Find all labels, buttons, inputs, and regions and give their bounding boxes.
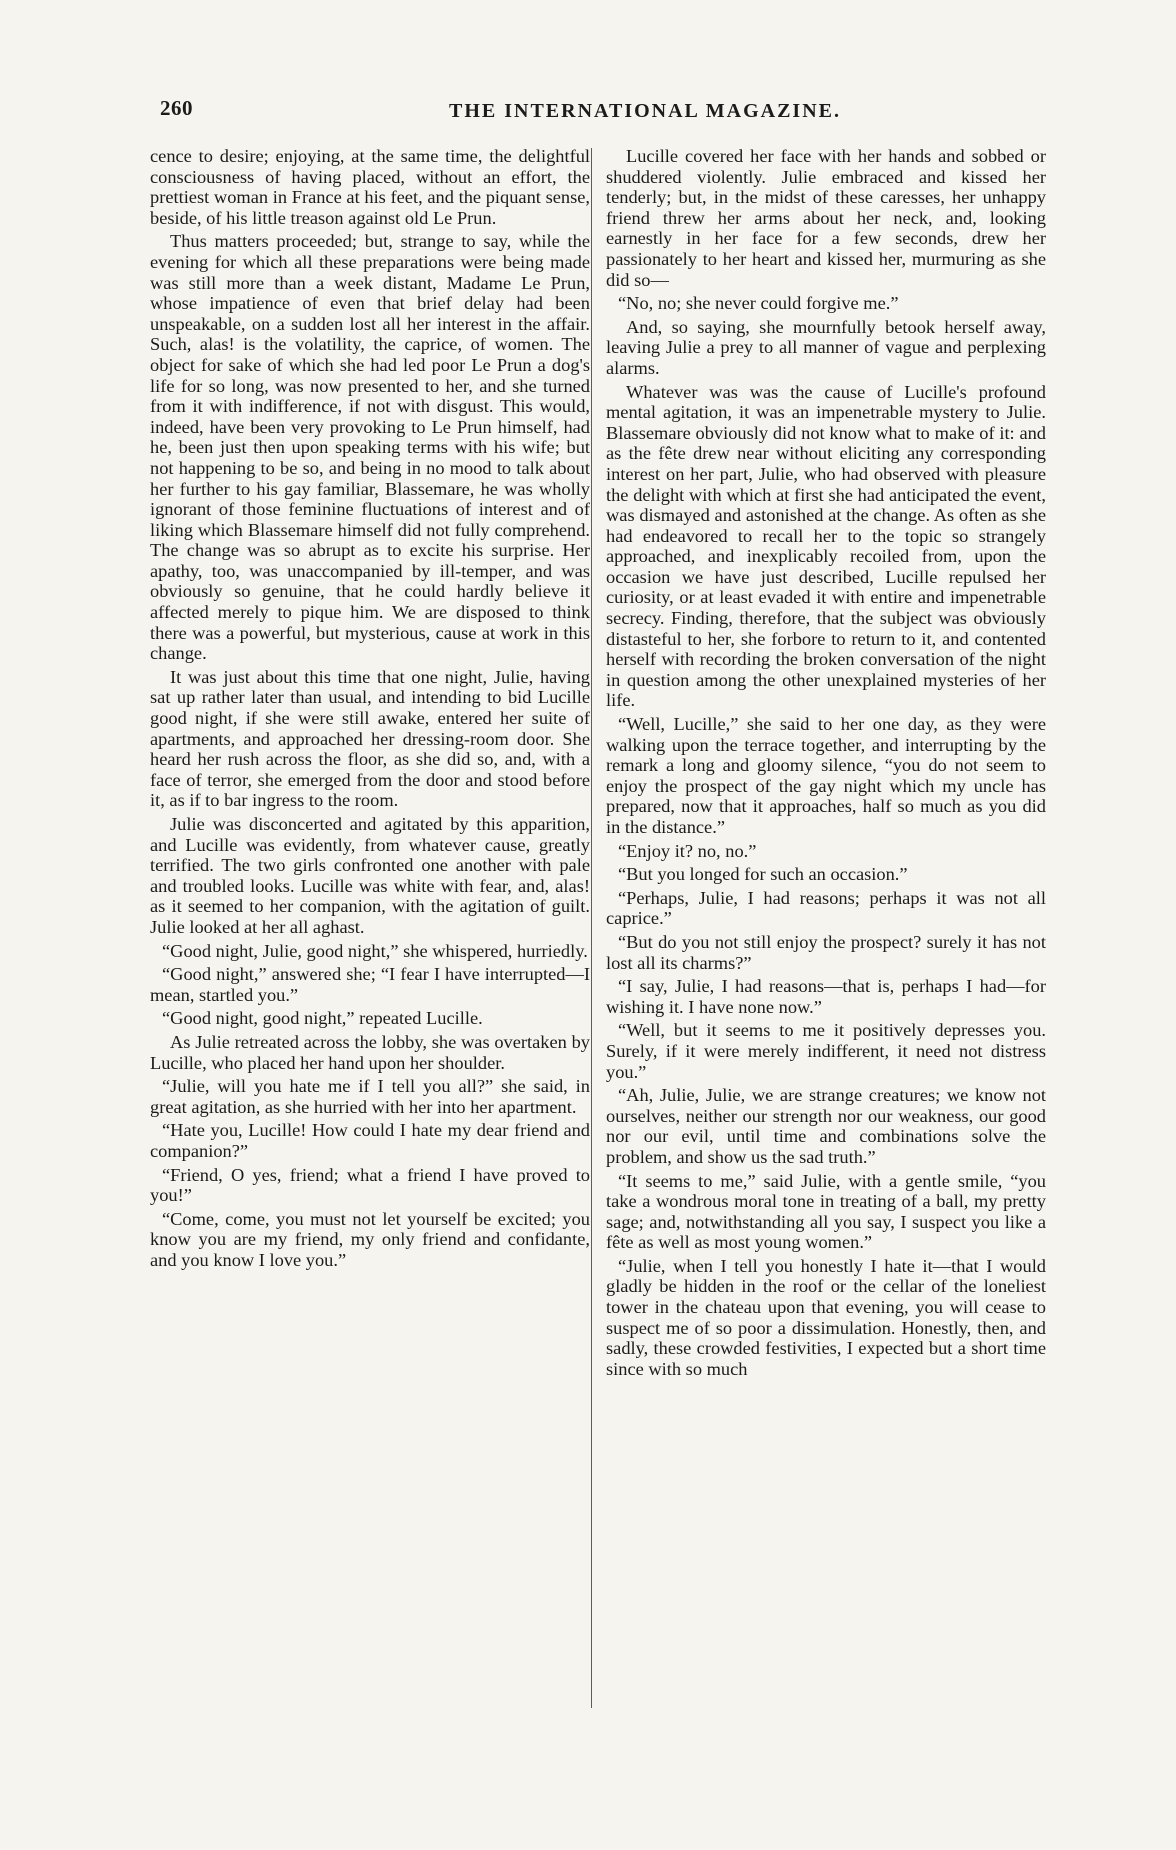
paragraph: “But you longed for such an occasion.” xyxy=(618,864,908,885)
page-header xyxy=(160,96,1040,136)
paragraph: It was just about this time that one night, Julie, having sat up rather later than usual, and intending to bid Lucille good night, if she were still awake, entered her suite of apartments, and approached her dressing-room door. She heard her rush across the floor, as she did so, and, with a face of terror, she emerged from the door and stood before it, as if to bar ingress to the room. xyxy=(150,666,590,811)
paragraph: Whatever was was the cause of Lucille's profound mental agitation, it was an impenetrable mystery to Julie. Blassemare obviously did not know what to make of it: and as the fête drew near without eliciting any corresponding interest on her part, Julie, who had observed with pleasure the delight with which at first she had anticipated the event, was dismayed and astonished at the change. As often as she had endeavored to recall her to the topic so strangely approached, and inexplicably recoiled from, upon the occasion we have just described, Lucille repulsed her curiosity, or at least evaded it with entire and impenetrable secrecy. Finding, therefore, that the subject was obviously distasteful to her, she forbore to return to it, and contented herself with recording the broken conversation of the night in question among the other unexplained mysteries of her life. xyxy=(606,381,1046,711)
paragraph: “Good night, good night,” repeated Lucille. xyxy=(162,1008,483,1029)
paragraph: cence to desire; enjoying, at the same time, the delightful consciousness of having placed, without an effort, the prettiest woman in France at his feet, and the piquant sense, beside, of his little treason against old Le Prun. xyxy=(150,146,590,228)
column-divider xyxy=(591,148,592,1708)
running-title: THE INTERNATIONAL MAGAZINE. xyxy=(448,100,842,122)
paragraph: “Perhaps, Julie, I had reasons; perhaps it was not all caprice.” xyxy=(606,887,1046,929)
paragraph: “Good night, Julie, good night,” she whispered, hurriedly. xyxy=(162,940,588,961)
paragraph: “I say, Julie, I had reasons—that is, perhaps I had—for wishing it. I have none now.” xyxy=(606,976,1046,1017)
paragraph: “Julie, when I tell you honestly I hate it—that I would gladly be hidden in the roof or the cellar of the loneliest tower in the chateau upon that evening, you will cease to suspect me of so poor a dissimulation. Honestly, then, and sadly, these crowded festivities, I expected but a short time since with so much xyxy=(606,1255,1046,1379)
paragraph: As Julie retreated across the lobby, she was overtaken by Lucille, who placed her hand upon her shoulder. xyxy=(150,1031,590,1073)
paragraph: Lucille covered her face with her hands and sobbed or shuddered violently. Julie embraced and kissed her tenderly; but, in the midst of these caresses, her unhappy friend threw her arms about her neck, and, looking earnestly in her face for a few seconds, drew her passionately to her heart and kissed her, murmuring as she did so— xyxy=(606,146,1046,290)
paragraph: “Ah, Julie, Julie, we are strange creatures; we know not ourselves, neither our strength nor our weakness, our good nor our evil, until time and combinations solve the problem, and show us the sad truth.” xyxy=(606,1085,1046,1167)
paragraph: “Enjoy it? no, no.” xyxy=(618,840,757,861)
paragraph: “But do you not still enjoy the prospect? surely it has not lost all its charms?” xyxy=(606,931,1046,973)
paragraph: Julie was disconcerted and agitated by this apparition, and Lucille was evidently, from whatever cause, greatly terrified. The two girls confronted one another with pale and troubled looks. Lucille was white with fear, and, alas! as it seemed to her companion, with the agitation of guilt. Julie looked at her all aghast. xyxy=(150,814,590,937)
paragraph: “It seems to me,” said Julie, with a gentle smile, “you take a wondrous moral tone in treating of a ball, my pretty sage; and, notwithstanding all you say, I suspect you like a fête as well as most young women.” xyxy=(606,1170,1046,1253)
paragraph: “Friend, O yes, friend; what a friend I have proved to you!” xyxy=(150,1164,590,1206)
paragraph: And, so saying, she mournfully betook herself away, leaving Julie a prey to all manner of vague and perplexing alarms. xyxy=(606,316,1046,378)
paragraph: “No, no; she never could forgive me.” xyxy=(618,293,899,314)
paragraph: “Julie, will you hate me if I tell you all?” she said, in great agitation, as she hurried with her into her apartment. xyxy=(150,1076,590,1117)
paragraph: “Good night,” answered she; “I fear I have interrupted—I mean, startled you.” xyxy=(150,964,590,1005)
page-number: 260 xyxy=(160,96,193,120)
paragraph: “Well, but it seems to me it positively depresses you. Surely, if it were merely indifferent, it need not distress you.” xyxy=(606,1020,1046,1082)
right-column xyxy=(606,146,1046,1382)
paragraph: “Well, Lucille,” she said to her one day, as they were walking upon the terrace together, and interrupting by the remark a long and gloomy silence, “you do not seem to enjoy the prospect of the gay night which my uncle has prepared, now that it approaches, half so much as you did in the distance.” xyxy=(606,714,1046,837)
paragraph: Thus matters proceeded; but, strange to say, while the evening for which all these preparations were being made was still more than a week distant, Madame Le Prun, whose impatience of even that brief delay had been unspeakable, on a sudden lost all her interest in the affair. Such, alas! is the volatility, the caprice, of women. The object for sake of which she had led poor Le Prun a dog's life for so long, was now presented to her, and she turned from it with indifference, if not with disgust. This would, indeed, have been very provoking to Le Prun himself, had he, been just then upon speaking terms with his wife; but not happening to be so, and being in no mood to talk about her further to his gay familiar, Blassemare, he was wholly ignorant of those feminine fluctuations of interest and of liking which Blassemare himself did not fully comprehend. The change was so abrupt as to excite his surprise. Her apathy, too, was unaccompanied by ill-temper, and was obviously so genuine, that he could hardly believe it affected merely to pique him. We are disposed to think there was a powerful, but mysterious, cause at work in this change. xyxy=(150,231,590,664)
paragraph: “Come, come, you must not let yourself be excited; you know you are my friend, my only friend and confidante, and you know I love you.” xyxy=(150,1208,590,1270)
left-column xyxy=(150,146,590,1273)
paragraph: “Hate you, Lucille! How could I hate my dear friend and companion?” xyxy=(150,1120,590,1161)
